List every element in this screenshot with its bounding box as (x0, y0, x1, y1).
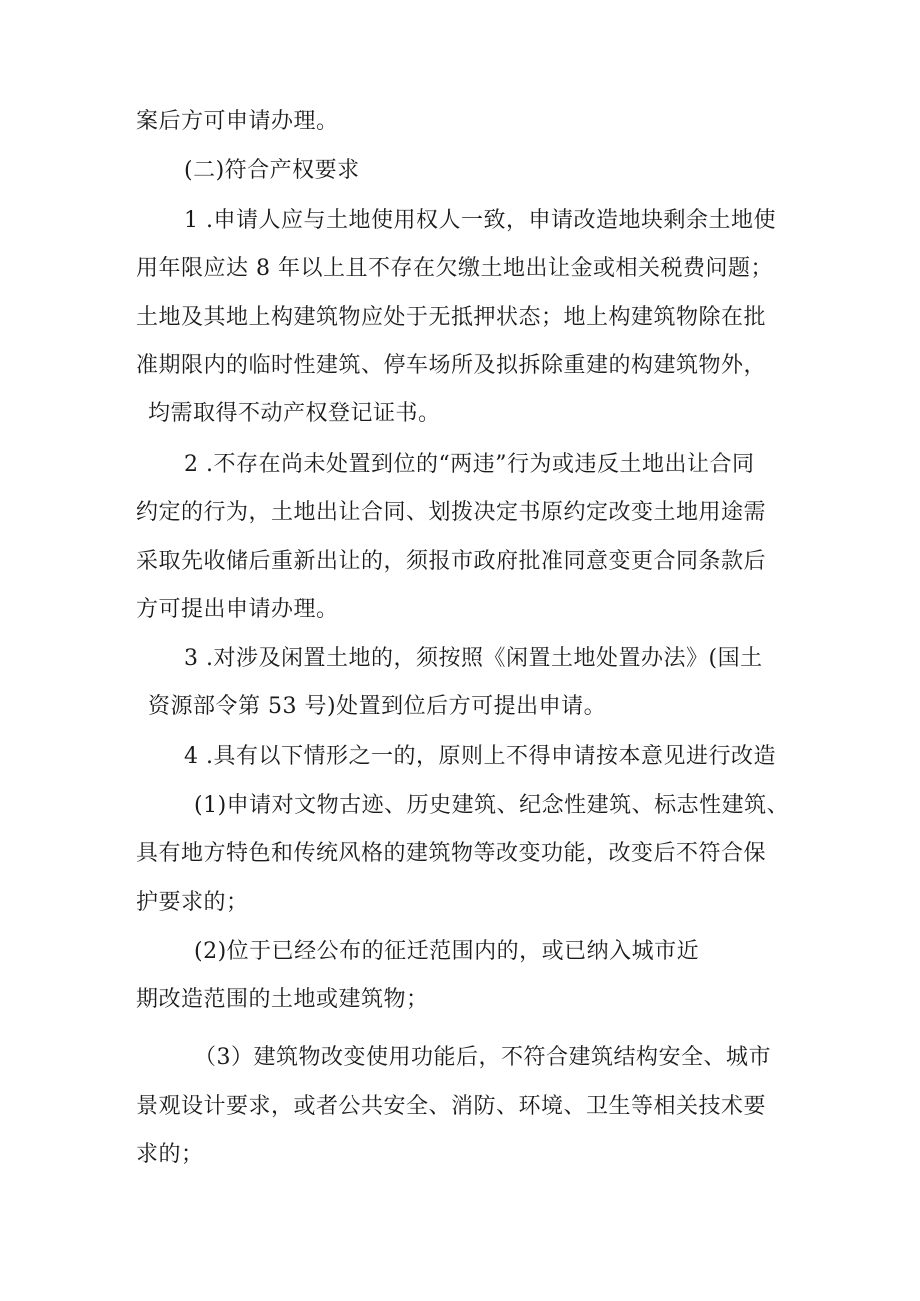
text-line: 资源部令第 53 号)处置到位后方可提出申请。 (148, 694, 607, 719)
text-line: 用年限应达 8 年以上且不存在欠缴土地出让金或相关税费问题； (136, 256, 773, 281)
text-line: 求的； (136, 1142, 204, 1167)
text-line: 期改造范围的土地或建筑物； (136, 987, 429, 1012)
text-line: 2 .不存在尚未处置到位的“两违”行为或违反土地出让合同 (184, 452, 755, 477)
text-line: （3）建筑物改变使用功能后，不符合建筑结构安全、城市 (194, 1045, 771, 1070)
text-line: 采取先收储后重新出让的，须报市政府批准同意变更合同条款后 (136, 549, 767, 574)
text-line: 准期限内的临时性建筑、停车场所及拟拆除重建的构建筑物外， (136, 353, 767, 378)
text-line: (1)申请对文物古迹、历史建筑、纪念性建筑、标志性建筑、 (194, 793, 790, 818)
text-line: 景观设计要求，或者公共安全、消防、环境、卫生等相关技术要 (136, 1094, 767, 1119)
text-line: 方可提出申请办理。 (136, 597, 339, 622)
text-line: (2)位于已经公布的征迁范围内的，或已纳入城市近 (194, 939, 700, 964)
text-line: 均需取得不动产权登记证书。 (148, 401, 441, 426)
text-line: 1 .申请人应与土地使用权人一致，申请改造地块剩余土地使 (184, 208, 776, 233)
text-line: 约定的行为，土地出让合同、划拨决定书原约定改变土地用途需 (136, 500, 767, 525)
text-line: 3 .对涉及闲置土地的，须按照《闲置土地处置办法》(国土 (184, 646, 763, 671)
text-line: 护要求的； (136, 890, 249, 915)
section-heading: (二)符合产权要求 (184, 158, 360, 183)
text-line: 4 .具有以下情形之一的，原则上不得申请按本意见进行改造 (184, 744, 776, 769)
text-line: 案后方可申请办理。 (136, 109, 339, 134)
text-line: 具有地方特色和传统风格的建筑物等改变功能，改变后不符合保 (136, 841, 767, 866)
text-line: 土地及其地上构建筑物应处于无抵押状态；地上构建筑物除在批 (136, 305, 767, 330)
